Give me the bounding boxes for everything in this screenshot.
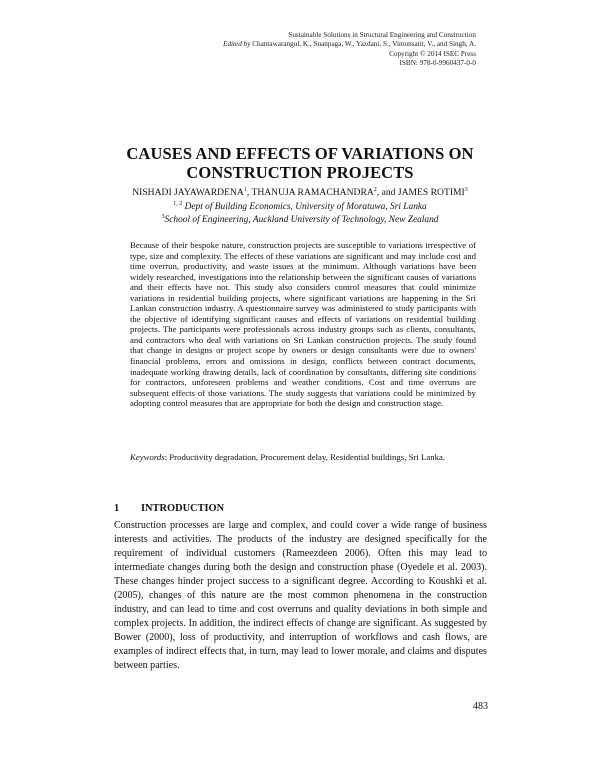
section-heading <box>114 503 224 515</box>
author-name: THANUJA RAMACHANDRA <box>251 187 374 198</box>
affiliation-mark: 3 <box>161 214 165 220</box>
author-separator: , and <box>376 187 398 198</box>
affiliation-2 <box>60 211 540 226</box>
abstract: Because of their bespoke nature, construction projects are susceptible to variations irrespective of type, size and complexity. The effects of these variations are significant and may include cost and time overrun, productivity, and waste issues at the minimum. Although variations have been widely researched, investigations into the relationship between the significant causes of variations and their effects have not. This study also considers control measures that could minimize variations in residential building projects, where significant variations are happening in the Sri Lankan construction industry. A questionnaire survey was administered to study participants with the objective of identifying significant causes and effects of variations on residential building projects. The participants were professionals across industry groups such as clients, consultants, and contractors who deal with variations on Sri Lankan construction projects. The study found that change in designs or project scope by owners or design consultants were due to owners' financial problems, errors and omissions in design, conflicts between contract documents, inadequate working drawing details, lack of coordination by consultants, differing site conditions for contractors, unforeseen problems and weather conditions. Cost and time overruns are subsequent effects of those variations. The study suggests that variations could be minimized by adopting control measures that are appropriate for both the design and construction stage. <box>130 240 476 409</box>
keywords-text: : Productivity degradation, Procurement delay, Residential buildings, Sri Lanka. <box>164 452 446 462</box>
author-affiliation-mark: 2 <box>373 187 377 193</box>
title-line-2: CONSTRUCTION PROJECTS <box>186 162 414 182</box>
affiliation-mark: 1, 2 <box>173 201 183 207</box>
author-name: NISHADI JAYAWARDENA <box>132 187 244 198</box>
copyright-line: Copyright © 2014 ISEC Press <box>389 49 476 58</box>
keywords <box>130 452 476 463</box>
section-title: INTRODUCTION <box>141 503 225 514</box>
author-name: JAMES ROTIMI <box>397 187 465 198</box>
proceedings-title: Sustainable Solutions in Structural Engineering and Construction <box>288 31 476 39</box>
editors-line <box>56 40 476 49</box>
author-list <box>60 184 540 199</box>
author-affiliation-mark: 3 <box>464 187 468 193</box>
isbn-line: ISBN: 978-0-9960437-0-0 <box>399 59 476 68</box>
author-separator: , <box>246 187 252 198</box>
editors-names: Chantawarangul, K., Suanpaga, W., Yazdani, S., Vimonsatit, V., and Singh, A. <box>252 40 476 49</box>
author-affiliation-mark: 1 <box>243 187 247 193</box>
paper-title <box>60 145 540 182</box>
running-header <box>56 31 476 69</box>
section-number: 1 <box>114 503 120 514</box>
affiliation-text: Dept of Building Economics, University of Moratuwa, Sri Lanka <box>182 202 427 212</box>
affiliation-text: School of Engineering, Auckland University of Technology, New Zealand <box>164 215 439 225</box>
edited-by-label: Edited by <box>223 40 251 49</box>
keywords-label: Keywords <box>130 452 165 462</box>
page-number: 483 <box>473 701 488 712</box>
title-line-1: CAUSES AND EFFECTS OF VARIATIONS ON <box>126 144 474 163</box>
introduction-paragraph: Construction processes are large and complex, and could cover a wide range of business interests and activities. The products of the industry are designed specifically for the requirement of individual customers (Rameezdeen 2006). Often this may lead to intermediate changes during both the design and construction phase (Oyedele et al. 2003). These changes hinder project success to a significant degree. According to Koushki et al. (2005), changes of this nature are the most common phenomena in the construction industry, and can lead to time and cost overruns and quality deviations in both simple and complex projects. In addition, the indirect effects of change are significant. As suggested by Bower (2000), loss of productivity, and interruption of workflows and cash flows, are examples of indirect effects that, in turn, may lead to lower morale, and claims and disputes between parties. <box>114 520 487 672</box>
